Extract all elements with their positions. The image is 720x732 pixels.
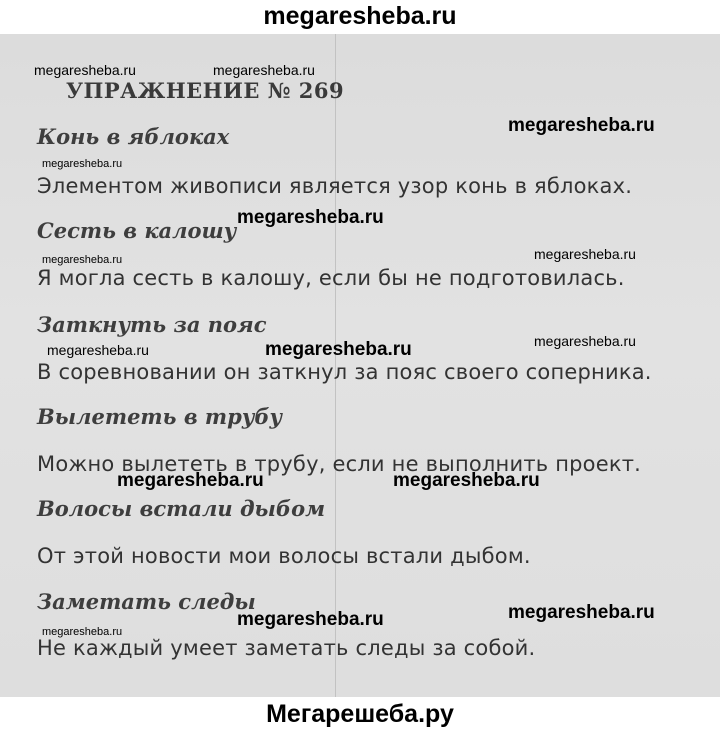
watermark: megaresheba.ru: [117, 470, 264, 491]
watermark: megaresheba.ru: [42, 254, 123, 266]
example-sentence: В соревновании он заткнул за пояс своего соперника.: [37, 360, 652, 384]
bottom-banner[interactable]: Мегарешеба.ру: [266, 700, 454, 728]
example-sentence: Не каждый умеет заметать следы за собой.: [37, 636, 536, 660]
watermark: megaresheba.ru: [265, 339, 412, 360]
example-sentence: От этой новости мои волосы встали дыбом.: [37, 544, 531, 568]
idiom-heading: Вылететь в трубу: [37, 404, 283, 429]
idiom-heading: Заметать следы: [37, 589, 256, 614]
watermark: megaresheba.ru: [237, 609, 384, 630]
idiom-heading: Конь в яблоках: [37, 124, 230, 149]
watermark: megaresheba.ru: [34, 62, 136, 78]
idiom-heading: Заткнуть за пояс: [37, 312, 267, 337]
example-sentence: Я могла сесть в калошу, если бы не подготовилась.: [37, 266, 625, 290]
watermark: megaresheba.ru: [42, 158, 123, 170]
watermark: megaresheba.ru: [393, 470, 540, 491]
watermark: megaresheba.ru: [47, 342, 149, 358]
watermark: megaresheba.ru: [508, 115, 655, 136]
idiom-heading: Волосы встали дыбом: [37, 496, 326, 521]
watermark: megaresheba.ru: [237, 207, 384, 228]
watermark: megaresheba.ru: [508, 602, 655, 623]
site-banner[interactable]: megaresheba.ru: [263, 2, 457, 30]
watermark: megaresheba.ru: [534, 246, 636, 262]
example-sentence: Можно вылететь в трубу, если не выполнить проект.: [37, 452, 642, 476]
idiom-heading: Сесть в калошу: [37, 218, 237, 243]
example-sentence: Элементом живописи является узор конь в яблоках.: [37, 174, 633, 198]
textbook-photo: [0, 34, 720, 697]
watermark: megaresheba.ru: [213, 62, 315, 78]
exercise-heading: УПРАЖНЕНИЕ № 269: [66, 78, 345, 103]
watermark: megaresheba.ru: [534, 333, 636, 349]
watermark: megaresheba.ru: [42, 626, 123, 638]
